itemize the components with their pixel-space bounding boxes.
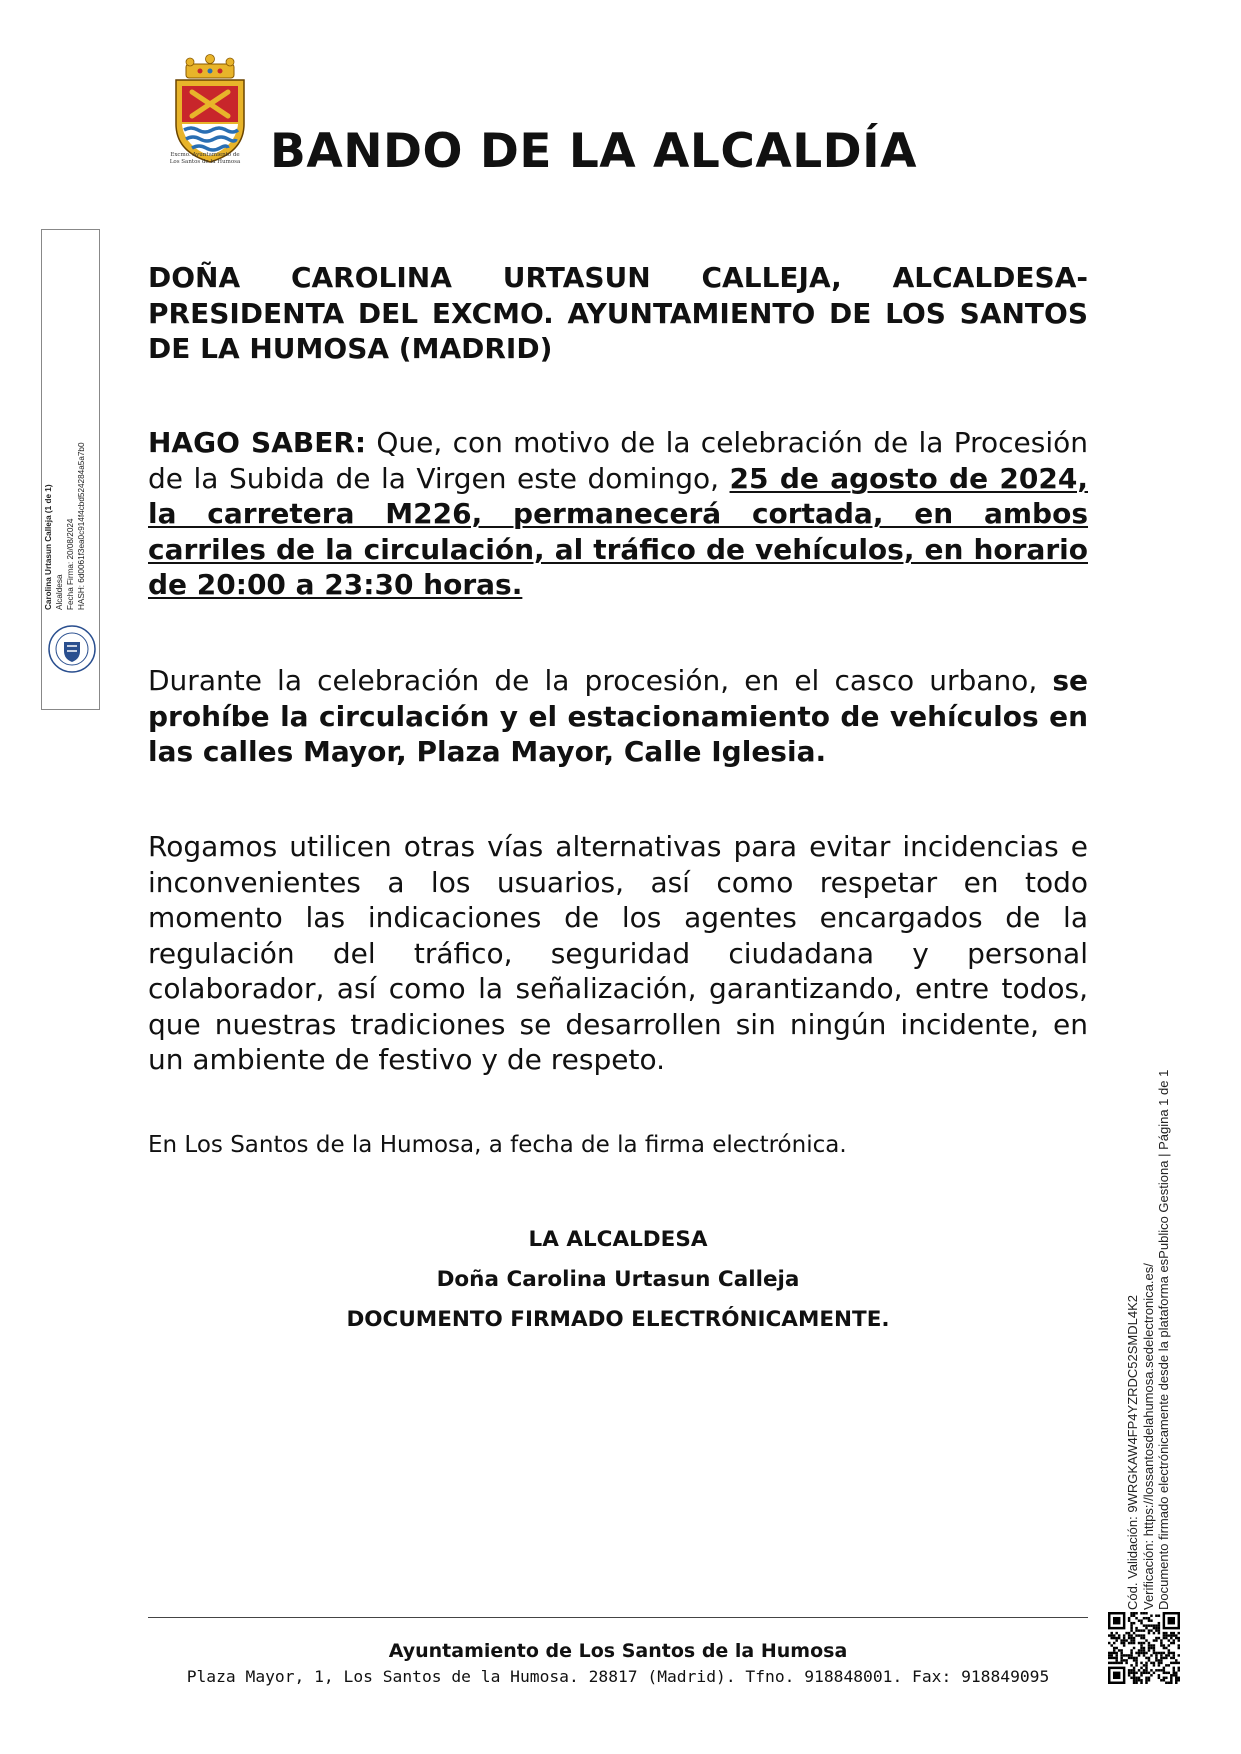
hago-saber-label: HAGO SABER: (148, 426, 367, 459)
logo-caption-line1: Excmo. Ayuntamiento de (170, 152, 240, 158)
logo-caption-line2: Los Santos de la Humosa (169, 159, 241, 165)
signature-block (148, 1220, 1088, 1340)
stamp-role: Alcaldesa (55, 574, 64, 610)
stamp-signer: Carolina Urtasun Calleja (1 de 1) (44, 484, 53, 610)
place-date-line: En Los Santos de la Humosa, a fecha de la firma electrónica. (148, 1132, 847, 1158)
footer-address: Plaza Mayor, 1, Los Santos de la Humosa. 28817 (Madrid). Tfno. 918848001. Fax: 918849095 (186, 1667, 1050, 1686)
logo-caption (150, 152, 260, 166)
verification-url: Verificación: https://lossantosdelahumosa.sedelectronica.es/ (1140, 1263, 1156, 1610)
hago-saber-paragraph (148, 425, 1088, 603)
signer-name: Doña Carolina Urtasun Calleja (436, 1267, 800, 1292)
procession-text: Durante la celebración de la procesión, en el casco urbano, (148, 664, 1053, 697)
platform-note: Documento firmado electrónicamente desde la plataforma esPublico Gestiona | Página 1 de 1 (1156, 1069, 1171, 1610)
stamp-hash: HASH: 6d0061f3ea0c914f4cbd52428​4a5a7b0 (77, 442, 86, 610)
stamp-date: Fecha Firma: 20/08/2024 (66, 518, 75, 610)
document-title: BANDO DE LA ALCALDÍA (270, 124, 918, 179)
footer-divider (148, 1617, 1088, 1618)
electronic-signature-note: DOCUMENTO FIRMADO ELECTRÓNICAMENTE. (346, 1307, 890, 1332)
verification-strip (1125, 1069, 1175, 1610)
signer-role: LA ALCALDESA (528, 1227, 708, 1252)
parking-prohibition-notice: se prohíbe la circulación y el estacionamiento de vehículos en las calles Mayor, Plaza Mayor, Calle Iglesia. (148, 664, 1088, 768)
heading-paragraph: DOÑA CAROLINA URTASUN CALLEJA, ALCALDESA-PRESIDENTA DEL EXCMO. AYUNTAMIENTO DE LOS SANTOS DE LA HUMOSA (MADRID) (148, 261, 1088, 365)
validation-code: Cód. Validación: 9WRGKAW4FP4YZRDC52SMDL4K2 (1125, 1294, 1140, 1610)
qr-code-icon[interactable] (1108, 1612, 1180, 1684)
footer-organization: Ayuntamiento de Los Santos de la Humosa (388, 1640, 848, 1662)
road-closure-notice: 25 de agosto de 2024, la carretera M226, permanecerá cortada, en ambos carriles de la circulación, al tráfico de vehículos, en horario de 20:00 a 23:30 horas. (148, 461, 1088, 601)
seal-icon (47, 624, 97, 674)
procession-paragraph (148, 663, 1088, 770)
request-paragraph: Rogamos utilicen otras vías alternativas para evitar incidencias e inconvenientes a los usuarios, así como respetar en todo momento las indicaciones de los agentes encargados de la regulación del tráfico, seguridad ciudadana y personal colaborador, así como la señalización, garantizando, entre todos, que nuestras tradiciones se desarrollen sin ningún incidente, en un ambiente de festivo y de respeto. (148, 830, 1088, 1076)
signature-stamp-text (43, 250, 97, 610)
hago-saber-text: Que, con motivo de la celebración de la Procesión de la Subida de la Virgen este domingo, (148, 426, 1089, 495)
